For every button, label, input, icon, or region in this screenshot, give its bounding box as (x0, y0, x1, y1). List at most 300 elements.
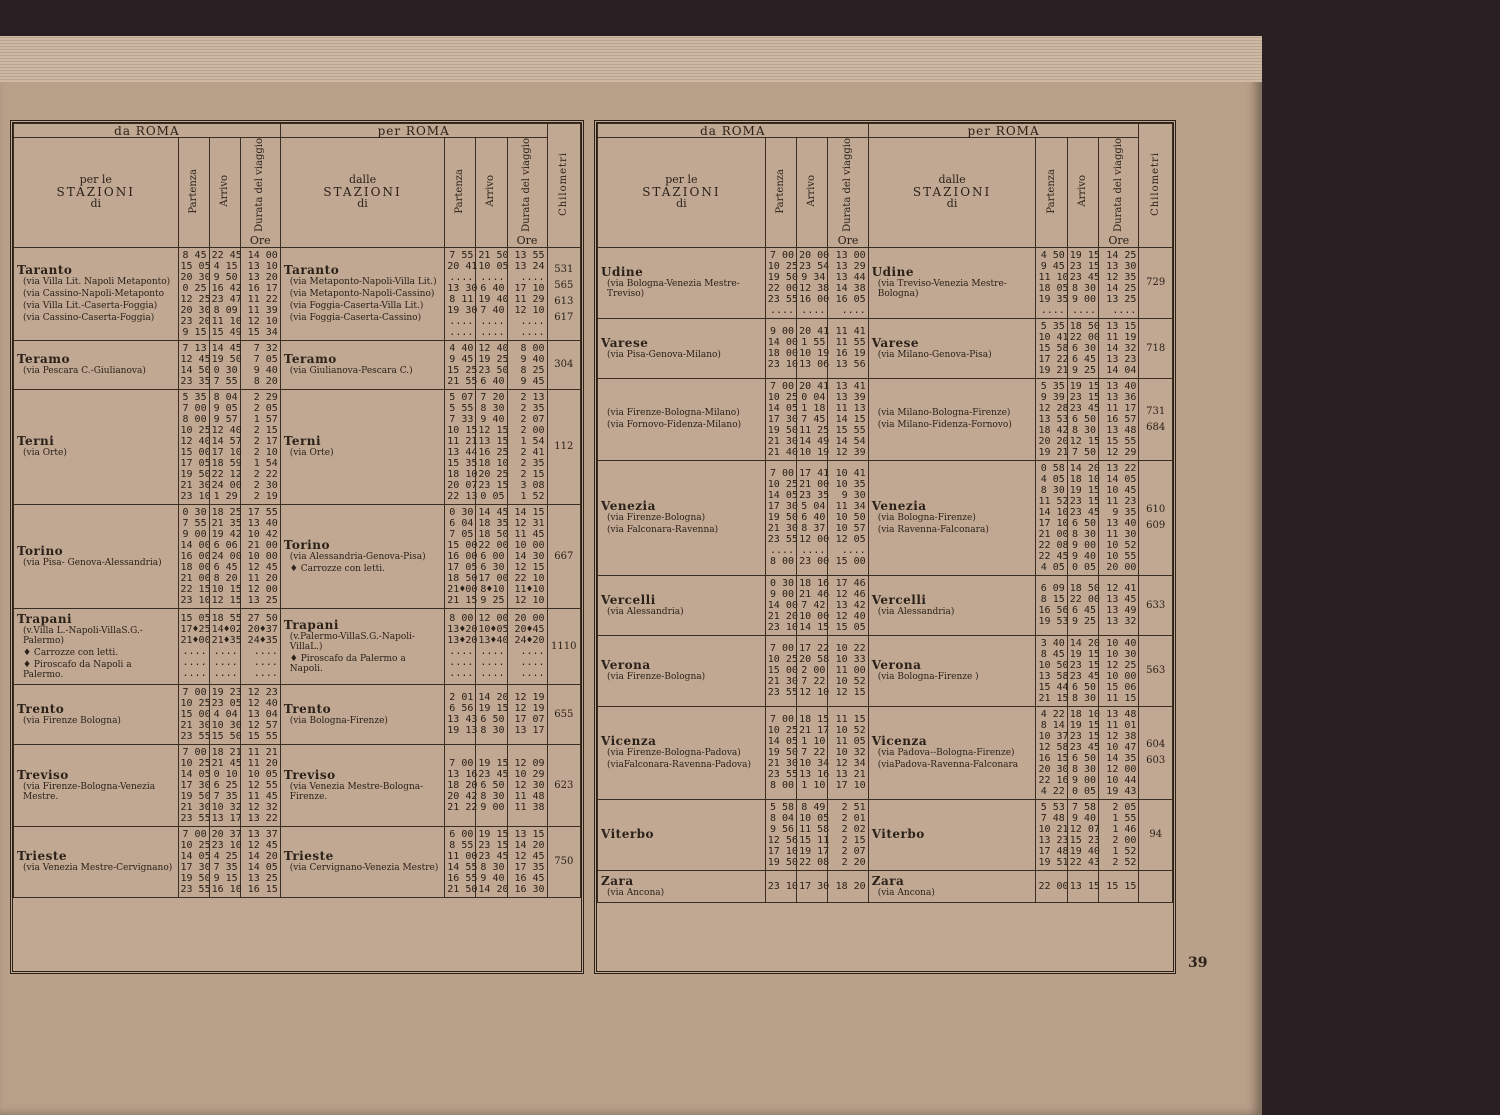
left-rows (14, 247, 581, 897)
station-entry (17, 613, 175, 646)
time-value: 14 00 (767, 599, 798, 611)
time-value: 6 45 (1072, 353, 1097, 365)
time-value: 23 10 (211, 839, 242, 851)
time-value: .... (841, 545, 866, 557)
time-value: 10 00 (514, 539, 545, 551)
time-value: 8 00 (449, 613, 474, 625)
time-value: 16 00 (799, 293, 830, 305)
km-cell (1139, 799, 1173, 870)
time-value: 8 25 (520, 364, 545, 376)
time-value: 13 17 (211, 812, 242, 824)
durata-heading: Durata del viaggio Ore (1099, 138, 1139, 248)
time-value: 10 05 (799, 812, 830, 824)
time-value: 7 05 (253, 353, 278, 365)
station-entry (284, 619, 442, 652)
route-note: (via Villa Lit.-Caserta-Foggia) (23, 301, 158, 312)
time-value: 0 58 (1040, 462, 1065, 474)
time-value: 13 29 (835, 260, 866, 272)
time-value: 11 41 (835, 326, 866, 338)
timetable-row (14, 744, 581, 826)
time-value: 23 15 (1069, 495, 1100, 507)
time-value: 17 55 (247, 506, 278, 518)
route-note: (via Bologna-Firenze) (289, 715, 388, 726)
station-name: Viterbo (871, 827, 925, 842)
time-value: 8 30 (1072, 763, 1097, 775)
arrival-times (1067, 318, 1098, 378)
time-value: 6 06 (213, 539, 238, 551)
km-value: 603 (1146, 755, 1166, 767)
time-value: 23 55 (180, 812, 211, 824)
time-value: 11 29 (514, 293, 545, 305)
station-entry (284, 264, 442, 287)
time-value: .... (480, 326, 505, 338)
departure-times (445, 504, 476, 608)
time-value: 13 23 (1106, 353, 1137, 365)
time-value: 16 42 (211, 282, 242, 294)
time-value: 27 50 (247, 613, 278, 625)
time-value: 10 25 (767, 654, 798, 666)
station-cell (14, 826, 179, 897)
station-entry (872, 337, 1033, 360)
station-cell (14, 340, 179, 389)
time-value: 17 30 (767, 501, 798, 513)
time-value: 13♦20 (447, 635, 478, 647)
arrivo-heading: Arrivo (1067, 138, 1098, 248)
time-value: 0 05 (1072, 785, 1097, 797)
time-value: 8 04 (769, 812, 795, 824)
station-name: Varese (871, 335, 920, 350)
time-value: 21 35 (211, 517, 242, 529)
time-value: 18 10 (447, 468, 478, 480)
timetable-row (598, 575, 1173, 635)
time-value: 19 15 (1069, 719, 1100, 731)
time-value: 22 13 (447, 490, 478, 502)
time-value: 23 10 (767, 621, 798, 633)
timetable-row (598, 460, 1173, 575)
arrival-times (476, 684, 507, 744)
time-value: 13 40 (247, 517, 278, 529)
arrival-times (1067, 247, 1098, 318)
km-cell (1139, 575, 1173, 635)
route-note: (via Firenze Bologna) (23, 715, 121, 726)
time-value: 9 05 (213, 402, 238, 414)
time-value: 8 20 (253, 375, 278, 387)
time-value: 13 15 (1069, 880, 1100, 892)
time-value: 12 10 (799, 687, 830, 699)
stations-heading: per le STAZIONI di (14, 138, 179, 248)
station-name: Verona (871, 658, 922, 673)
time-value: 9 40 (480, 413, 505, 425)
time-value: 10 32 (211, 801, 242, 813)
arrival-times (1067, 460, 1098, 575)
durata-heading: Durata del viaggio Ore (507, 138, 547, 248)
duration-times (828, 378, 868, 460)
arrival-times (209, 744, 240, 826)
time-value: 15 55 (835, 424, 866, 436)
station-entry (601, 875, 762, 898)
timetable-row (598, 799, 1173, 870)
time-value: 15 23 (1069, 834, 1100, 846)
time-value: 0 30 (213, 364, 238, 376)
time-value: 21 30 (767, 758, 798, 770)
time-value: 14 50 (180, 364, 211, 376)
km-cell (547, 389, 580, 504)
time-value: 9 25 (480, 594, 505, 606)
time-value: 9 45 (449, 353, 474, 365)
time-value: 18 16 (799, 577, 830, 589)
time-value: 11 39 (247, 304, 278, 316)
km-value: 667 (554, 550, 574, 562)
departure-times (178, 744, 209, 826)
km-cell (547, 340, 580, 389)
time-value: 11 23 (1106, 495, 1137, 507)
da-roma-heading: da ROMA (14, 124, 281, 138)
time-value: 10 25 (180, 839, 211, 851)
time-value: .... (520, 657, 545, 669)
duration-times (507, 389, 547, 504)
timetable-row (598, 318, 1173, 378)
time-value: 16 30 (514, 883, 545, 895)
time-value: 8 30 (480, 790, 505, 802)
station-entry (17, 289, 175, 299)
time-value: 19 13 (447, 725, 478, 737)
time-value: 12 00 (1106, 763, 1137, 775)
departure-times (445, 826, 476, 897)
time-value: 12 25 (180, 293, 211, 305)
time-value: 9 15 (182, 326, 207, 338)
timetable-row (598, 378, 1173, 460)
time-value: 19 21 (1038, 364, 1069, 376)
km-value: 655 (554, 708, 574, 720)
time-value: 23 55 (180, 730, 211, 742)
time-value: 7 05 (449, 528, 474, 540)
timetable-row (14, 340, 581, 389)
time-value: 6 09 (1040, 583, 1065, 595)
station-entry (872, 875, 1033, 898)
departure-times (1036, 378, 1067, 460)
time-value: 4 50 (1040, 249, 1065, 261)
time-value: 7 00 (182, 746, 207, 758)
time-value: .... (480, 668, 505, 680)
duration-times (828, 706, 868, 799)
time-value: 10 42 (247, 528, 278, 540)
time-value: 13 44 (835, 271, 866, 283)
stations-heading: per le STAZIONI di (598, 138, 766, 248)
time-value: 22 00 (478, 539, 509, 551)
time-value: 20 42 (447, 790, 478, 802)
timetable-row (14, 504, 581, 608)
time-value: 12 29 (1106, 446, 1137, 458)
time-value: 12 41 (1106, 583, 1137, 595)
station-entry (601, 828, 762, 841)
departure-times (765, 460, 796, 575)
time-value: 16 56 (1038, 605, 1069, 617)
time-value: 12 15 (1069, 435, 1100, 447)
time-value: 8 00 (769, 780, 795, 792)
time-value: 7 40 (480, 304, 505, 316)
arrival-times (209, 826, 240, 897)
km-cell (1139, 318, 1173, 378)
stations-heading: dalle STAZIONI di (280, 138, 445, 248)
time-value: 17 00 (478, 572, 509, 584)
time-value: 24 00 (211, 550, 242, 562)
time-value: 21♦35 (211, 635, 242, 647)
time-value: 5 04 (801, 501, 826, 513)
time-value: 12 00 (799, 534, 830, 546)
route-note: (via Metaponto-Napoli-Cassino) (289, 289, 435, 300)
time-value: 14 45 (211, 342, 242, 354)
time-value: 13 53 (1038, 413, 1069, 425)
time-value: 23 15 (1069, 391, 1100, 403)
time-value: 0 10 (213, 768, 238, 780)
arrival-times (209, 504, 240, 608)
time-value: 12 40 (835, 610, 866, 622)
time-value: 12 15 (211, 594, 242, 606)
departure-times (445, 340, 476, 389)
km-value: 565 (554, 280, 574, 292)
station-entry (17, 648, 175, 658)
time-value: 14 05 (180, 768, 211, 780)
time-value: 10 44 (1106, 774, 1137, 786)
departure-times (1036, 870, 1067, 902)
time-value: 1 55 (1112, 812, 1137, 824)
time-value: 23 45 (1069, 402, 1100, 414)
time-value: 14 20 (478, 692, 509, 704)
time-value: 11♦10 (514, 583, 545, 595)
time-value: .... (520, 271, 545, 283)
time-value: .... (182, 657, 207, 669)
station-name: Trento (283, 701, 332, 716)
time-value: 12 45 (247, 561, 278, 573)
time-value: 13 15 (514, 828, 545, 840)
time-value: 11 21 (247, 746, 278, 758)
time-value: 14 05 (180, 850, 211, 862)
time-value: 8 11 (449, 293, 474, 305)
time-value: 7 58 (1072, 801, 1097, 813)
page-edges (0, 36, 1262, 82)
station-entry (601, 659, 762, 682)
route-note: (via Cervignano-Venezia Mestre) (289, 863, 439, 874)
time-value: 7 00 (769, 380, 795, 392)
time-value: 6 40 (480, 282, 505, 294)
time-value: 4 40 (449, 342, 474, 354)
route-note: (via Bologna-Firenze) (877, 513, 976, 524)
time-value: 12 56 (767, 834, 798, 846)
time-value: 1 55 (801, 337, 826, 349)
time-value: 10 52 (835, 725, 866, 737)
time-value: 9 40 (520, 353, 545, 365)
time-value: 8 30 (480, 725, 505, 737)
time-value: 13 16 (447, 768, 478, 780)
time-value: 23 55 (767, 293, 798, 305)
time-value: 1 10 (801, 736, 826, 748)
time-value: 4 22 (1040, 708, 1065, 720)
time-value: 7 48 (1040, 812, 1065, 824)
km-cell (547, 684, 580, 744)
time-value: 6 50 (480, 714, 505, 726)
station-entry (17, 660, 175, 680)
time-value: 14 05 (1106, 473, 1137, 485)
time-value: 10 25 (767, 479, 798, 491)
departure-times (765, 247, 796, 318)
time-value: 21 46 (799, 588, 830, 600)
departure-times (445, 744, 476, 826)
time-value: 22 10 (514, 572, 545, 584)
time-value: 20 58 (799, 654, 830, 666)
station-cell (868, 635, 1036, 706)
time-value: 13 10 (247, 260, 278, 272)
time-value: 7 20 (480, 391, 505, 403)
duration-times (1099, 799, 1139, 870)
time-value: 17 10 (211, 446, 242, 458)
time-value: 12 57 (247, 719, 278, 731)
station-entry (601, 760, 762, 770)
time-value: 12 30 (514, 779, 545, 791)
time-value: 21 50 (478, 249, 509, 261)
time-value: 2 00 (520, 424, 545, 436)
station-entry (17, 313, 175, 323)
time-value: 13 04 (247, 708, 278, 720)
time-value: 19 53 (1038, 616, 1069, 628)
time-value: 1 52 (1112, 845, 1137, 857)
route-note: (via Cassino-Napoli-Metaponto (23, 289, 165, 300)
time-value: 0 30 (449, 506, 474, 518)
station-entry (872, 828, 1033, 841)
station-cell (598, 706, 766, 799)
time-value: .... (213, 668, 238, 680)
route-note: (via Milano-Genova-Pisa) (877, 349, 992, 360)
duration-times (828, 575, 868, 635)
station-entry (601, 337, 762, 360)
time-value: 10 52 (835, 676, 866, 688)
station-entry (284, 850, 442, 873)
time-value: 21 15 (447, 594, 478, 606)
departure-times (445, 684, 476, 744)
time-value: 14 38 (835, 282, 866, 294)
time-value: 2 01 (841, 812, 866, 824)
time-value: 18 05 (1038, 282, 1069, 294)
time-value: 11 10 (211, 315, 242, 327)
departure-times (178, 247, 209, 340)
arrivo-heading: Arrivo (476, 138, 507, 248)
time-value: 10 57 (835, 523, 866, 535)
time-value: 13 23 (1038, 834, 1069, 846)
time-value: 16 25 (478, 446, 509, 458)
duration-times (828, 635, 868, 706)
time-value: 19 30 (447, 304, 478, 316)
time-value: 17 41 (799, 468, 830, 480)
time-value: 16 15 (1038, 752, 1069, 764)
time-value: 2 07 (520, 413, 545, 425)
time-value: 12 55 (247, 779, 278, 791)
time-value: 7 00 (182, 686, 207, 698)
station-entry (284, 301, 442, 311)
time-value: 14 10 (1038, 506, 1069, 518)
time-value: 12 31 (514, 517, 545, 529)
station-entry (872, 594, 1033, 617)
time-value: 10 50 (835, 512, 866, 524)
time-value: 22 08 (1038, 539, 1069, 551)
time-value: 12 00 (247, 583, 278, 595)
time-value: 15 44 (1038, 681, 1069, 693)
time-value: 14 15 (835, 413, 866, 425)
station-cell (14, 504, 179, 608)
time-value: 15 11 (799, 834, 830, 846)
time-value: 13 17 (514, 725, 545, 737)
time-value: 17 30 (799, 880, 830, 892)
time-value: 13 30 (447, 282, 478, 294)
station-entry (17, 545, 175, 568)
arrival-times (1067, 870, 1098, 902)
station-name: Taranto (17, 263, 73, 278)
station-cell (868, 799, 1036, 870)
station-cell (598, 460, 766, 575)
time-value: 9 35 (1112, 506, 1137, 518)
route-note: (via Pescara C.-Giulianova) (23, 366, 146, 377)
time-value: 8 09 (213, 304, 238, 316)
duration-times (1099, 706, 1139, 799)
duration-times (1099, 635, 1139, 706)
station-cell (280, 684, 445, 744)
time-value: 2 00 (801, 665, 826, 677)
time-value: 9 00 (480, 801, 505, 813)
time-value: 0 30 (769, 577, 795, 589)
time-value: 12 07 (1069, 823, 1100, 835)
time-value: 2 05 (253, 402, 278, 414)
time-value: 20♦37 (247, 624, 278, 636)
km-value: 112 (554, 441, 574, 453)
time-value: 7 00 (182, 828, 207, 840)
time-value: 23 10 (180, 594, 211, 606)
time-value: 14 05 (767, 736, 798, 748)
time-value: 7 00 (182, 402, 207, 414)
time-value: 11 10 (1038, 271, 1069, 283)
time-value: 14♦02 (211, 624, 242, 636)
time-value: 14 05 (767, 402, 798, 414)
time-value: 10 52 (1106, 539, 1137, 551)
station-entry (284, 769, 442, 802)
arrival-times (476, 247, 507, 340)
station-name: Varese (601, 335, 649, 350)
arrival-times (209, 389, 240, 504)
time-value: 23 45 (478, 768, 509, 780)
km-cell (1139, 706, 1173, 799)
time-value: 8♦10 (480, 583, 505, 595)
arrival-times (797, 870, 828, 902)
time-value: 6 50 (1072, 517, 1097, 529)
time-value: 19 35 (1038, 293, 1069, 305)
time-value: 14 32 (1106, 342, 1137, 354)
station-name: Treviso (17, 767, 69, 782)
time-value: 8 55 (449, 839, 474, 851)
time-value: 19 15 (1069, 249, 1100, 261)
time-value: 10 35 (835, 479, 866, 491)
time-value: 7 42 (801, 599, 826, 611)
time-value: 7 50 (1072, 446, 1097, 458)
station-name: Teramo (17, 352, 70, 367)
arrival-times (1067, 575, 1098, 635)
arrival-times (476, 389, 507, 504)
route-note: (via Venezia Mestre-Bologna-Firenze. (289, 781, 424, 802)
time-value: 13 43 (447, 714, 478, 726)
time-value: 17 05 (180, 457, 211, 469)
departure-times (178, 504, 209, 608)
time-value: 10 50 (1038, 659, 1069, 671)
time-value: 9 00 (182, 528, 207, 540)
time-value: 12 34 (835, 758, 866, 770)
time-value: 13 16 (799, 769, 830, 781)
time-value: 12 15 (835, 687, 866, 699)
